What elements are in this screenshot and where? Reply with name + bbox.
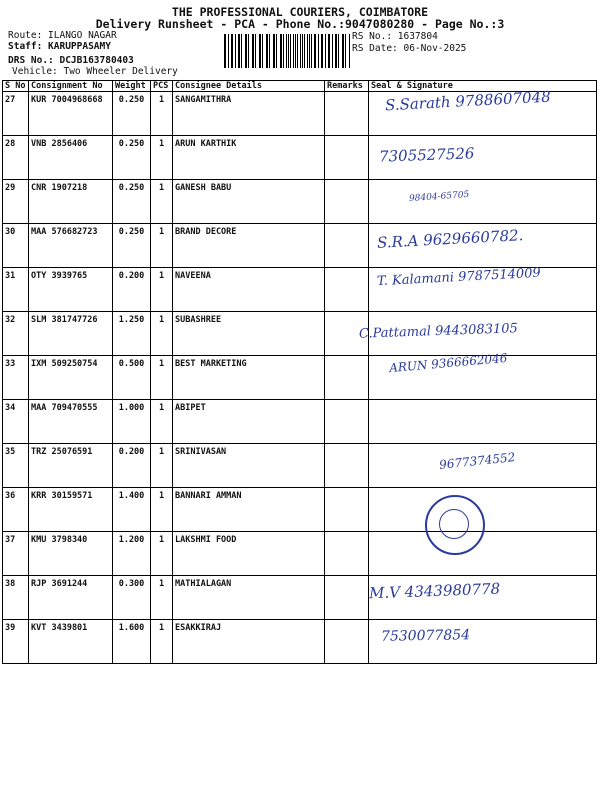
table-row — [3, 136, 597, 180]
table-row — [3, 92, 597, 136]
row-signature-cell — [369, 180, 597, 224]
row-weight: 1.200 — [113, 532, 151, 576]
row-remarks — [325, 576, 369, 620]
table-row — [3, 224, 597, 268]
row-sno: 33 — [3, 356, 29, 400]
table-row — [3, 180, 597, 224]
row-pcs: 1 — [151, 180, 173, 224]
row-pcs: 1 — [151, 444, 173, 488]
row-consignee: GANESH BABU — [173, 180, 325, 224]
table-row — [3, 356, 597, 400]
row-signature-cell — [369, 400, 597, 444]
drs-number: DRS No.: DCJB163780403 — [8, 55, 134, 66]
route-label: Route: ILANGO NAGAR — [8, 30, 117, 41]
runsheet-table — [2, 80, 597, 664]
col-consignee: Consignee Details — [173, 81, 325, 92]
row-consignment: KUR 7004968668 — [29, 92, 113, 136]
table-row — [3, 620, 597, 664]
row-consignment: RJP 3691244 — [29, 576, 113, 620]
row-sno: 35 — [3, 444, 29, 488]
handwritten-signature: 7530077854 — [380, 627, 471, 645]
row-sno: 34 — [3, 400, 29, 444]
row-signature-cell — [358, 312, 597, 356]
row-pcs: 1 — [151, 312, 173, 356]
table-row — [3, 312, 597, 356]
row-weight: 0.200 — [113, 444, 151, 488]
row-weight: 1.600 — [113, 620, 151, 664]
row-pcs: 1 — [151, 224, 173, 268]
row-consignee: BRAND DECORE — [173, 224, 325, 268]
handwritten-signature: S.Sarath 9788607048 — [384, 87, 552, 115]
row-weight: 1.250 — [113, 312, 151, 356]
table-row — [3, 576, 597, 620]
row-consignment: IXM 509250754 — [29, 356, 113, 400]
handwritten-signature: 9677374552 — [438, 450, 516, 472]
row-consignee: SRINIVASAN — [173, 444, 325, 488]
company-seal — [425, 495, 485, 555]
row-sno: 38 — [3, 576, 29, 620]
row-weight: 0.200 — [113, 268, 151, 312]
row-consignee: NAVEENA — [173, 268, 325, 312]
row-consignee: BEST MARKETING — [173, 356, 325, 400]
row-consignment: TRZ 25076591 — [29, 444, 113, 488]
row-consignment: CNR 1907218 — [29, 180, 113, 224]
row-pcs: 1 — [151, 488, 173, 532]
row-pcs: 1 — [151, 92, 173, 136]
handwritten-signature: C.Pattamal 9443083105 — [358, 321, 519, 342]
row-consignment: KMU 3798340 — [29, 532, 113, 576]
handwritten-signature: S.R.A 9629660782. — [376, 226, 524, 252]
row-consignee: SUBASHREE — [173, 312, 325, 356]
col-remarks: Remarks — [325, 81, 369, 92]
row-consignee: ABIPET — [173, 400, 325, 444]
row-consignment: KVT 3439801 — [29, 620, 113, 664]
row-consignment: MAA 709470555 — [29, 400, 113, 444]
row-consignee: BANNARI AMMAN — [173, 488, 325, 532]
row-signature-cell — [369, 136, 597, 180]
vehicle-label: Vehicle: Two Wheeler Delivery — [12, 66, 178, 77]
handwritten-signature: ARUN 9366662046 — [388, 350, 508, 376]
barcode — [224, 34, 350, 68]
col-pcs: PCS — [151, 81, 173, 92]
handwritten-signature: 7305527526 — [378, 144, 475, 166]
row-sno: 37 — [3, 532, 29, 576]
rs-number: RS No.: 1637804 — [352, 31, 438, 42]
row-consignment: KRR 30159571 — [29, 488, 113, 532]
col-sno: S No — [3, 81, 29, 92]
row-signature-cell — [369, 532, 597, 576]
row-signature-cell — [369, 87, 597, 136]
row-remarks — [325, 400, 369, 444]
table-row — [3, 532, 597, 576]
row-weight: 1.400 — [113, 488, 151, 532]
row-consignee: SANGAMITHRA — [173, 92, 325, 136]
row-weight: 0.300 — [113, 576, 151, 620]
row-consignee: MATHIALAGAN — [173, 576, 325, 620]
row-weight: 0.250 — [113, 224, 151, 268]
row-remarks — [325, 532, 369, 576]
row-weight: 0.250 — [113, 180, 151, 224]
runsheet-title: Delivery Runsheet - PCA - Phone No.:9047080280 - Page No.:3 — [95, 17, 505, 31]
table-row — [3, 488, 597, 532]
row-remarks — [325, 356, 369, 400]
row-signature-cell — [369, 350, 597, 400]
handwritten-signature: T. Kalamani 9787514009 — [376, 265, 542, 290]
col-signature: Seal & Signature — [369, 81, 597, 92]
row-consignment: MAA 576682723 — [29, 224, 113, 268]
row-weight: 0.250 — [113, 92, 151, 136]
row-consignment: OTY 3939765 — [29, 268, 113, 312]
row-pcs: 1 — [151, 576, 173, 620]
row-sno: 31 — [3, 268, 29, 312]
row-sno: 36 — [3, 488, 29, 532]
row-pcs: 1 — [151, 400, 173, 444]
handwritten-signature: 98404-65705 — [408, 189, 470, 205]
row-pcs: 1 — [151, 268, 173, 312]
row-signature-cell — [369, 444, 597, 488]
table-row — [3, 444, 597, 488]
row-remarks — [325, 224, 369, 268]
row-signature-cell — [369, 224, 597, 268]
company-title: THE PROFESSIONAL COURIERS, COIMBATORE — [171, 5, 429, 19]
row-remarks — [325, 488, 369, 532]
row-sno: 30 — [3, 224, 29, 268]
row-weight: 0.250 — [113, 136, 151, 180]
staff-label: Staff: KARUPPASAMY — [8, 41, 111, 52]
handwritten-signature: M.V 4343980778 — [368, 579, 501, 603]
row-remarks — [325, 444, 369, 488]
row-remarks — [325, 180, 369, 224]
row-consignment: SLM 381747726 — [29, 312, 113, 356]
rs-date: RS Date: 06-Nov-2025 — [352, 43, 467, 54]
col-consignment: Consignment No — [29, 81, 113, 92]
table-row — [3, 268, 597, 312]
row-remarks — [325, 620, 369, 664]
row-consignment: VNB 2856406 — [29, 136, 113, 180]
col-weight: Weight — [113, 81, 151, 92]
row-consignee: ARUN KARTHIK — [173, 136, 325, 180]
row-sno: 32 — [3, 312, 29, 356]
row-pcs: 1 — [151, 136, 173, 180]
row-pcs: 1 — [151, 532, 173, 576]
row-sno: 29 — [3, 180, 29, 224]
row-signature-cell — [369, 265, 597, 312]
row-remarks — [325, 268, 369, 312]
row-signature-cell — [369, 620, 597, 664]
row-sno: 28 — [3, 136, 29, 180]
table-row — [3, 400, 597, 444]
row-remarks — [325, 136, 369, 180]
row-pcs: 1 — [151, 620, 173, 664]
row-sno: 27 — [3, 92, 29, 136]
row-consignee: ESAKKIRAJ — [173, 620, 325, 664]
row-weight: 0.500 — [113, 356, 151, 400]
row-consignee: LAKSHMI FOOD — [173, 532, 325, 576]
row-sno: 39 — [3, 620, 29, 664]
row-signature-cell — [369, 576, 597, 620]
row-pcs: 1 — [151, 356, 173, 400]
row-weight: 1.000 — [113, 400, 151, 444]
row-remarks — [325, 92, 369, 136]
